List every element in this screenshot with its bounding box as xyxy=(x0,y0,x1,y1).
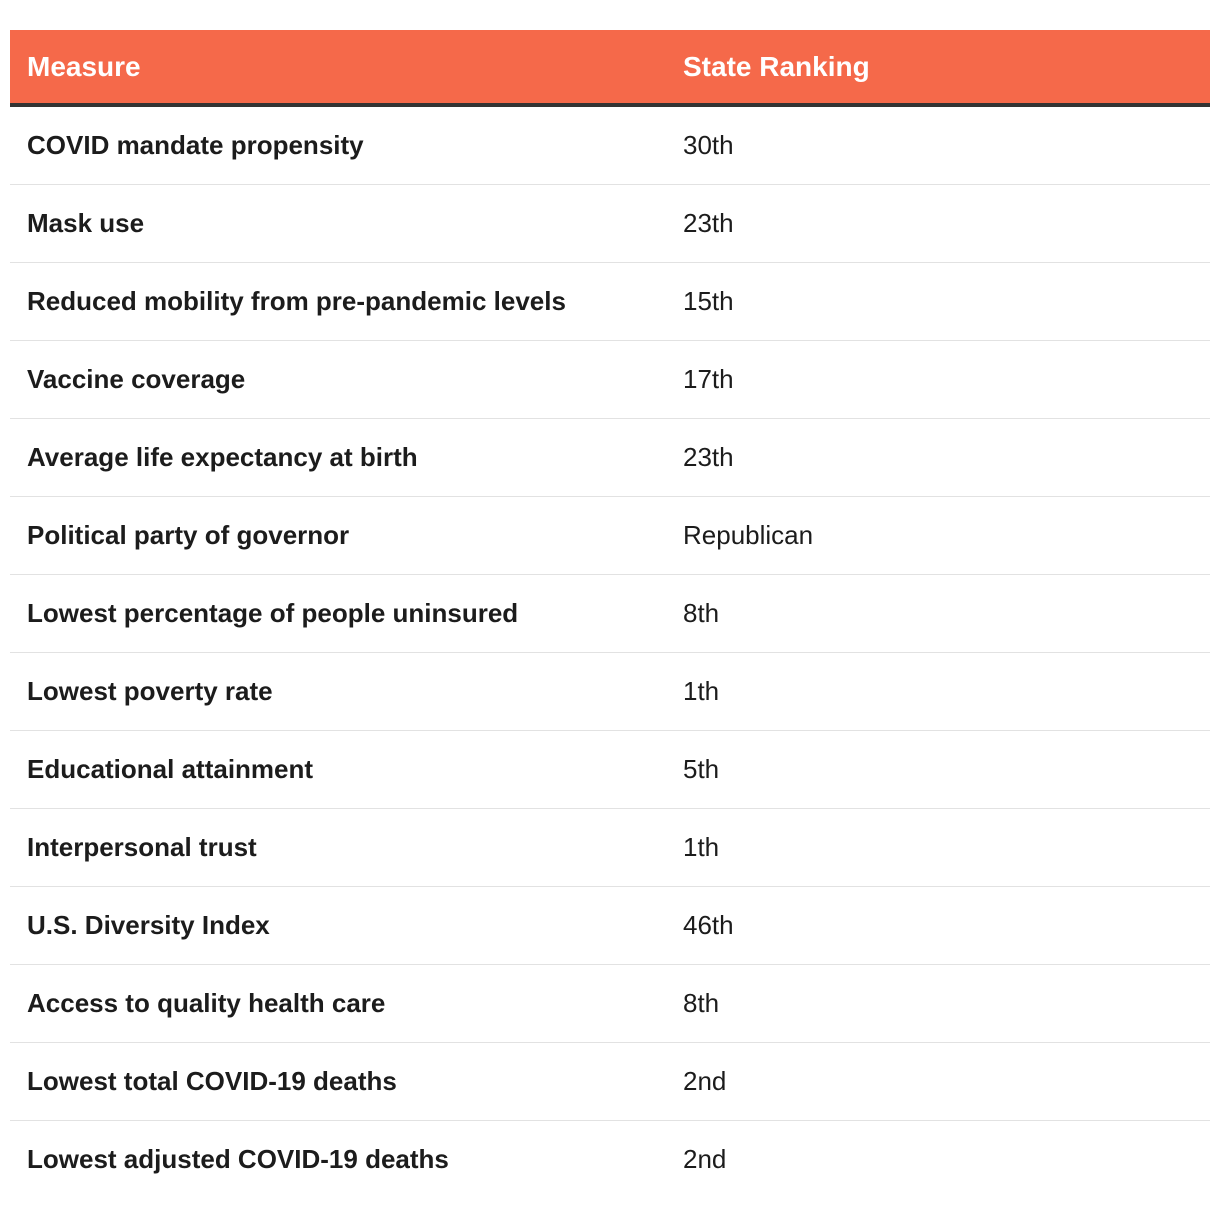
ranking-cell: 1th xyxy=(666,809,1210,887)
ranking-cell: 8th xyxy=(666,575,1210,653)
ranking-table xyxy=(10,30,1210,1198)
ranking-table-container xyxy=(10,30,1210,1198)
table-row xyxy=(10,419,1210,497)
table-row xyxy=(10,731,1210,809)
table-row xyxy=(10,105,1210,185)
column-header-measure: Measure xyxy=(10,30,666,105)
table-row xyxy=(10,965,1210,1043)
measure-cell: Vaccine coverage xyxy=(10,341,666,419)
measure-cell: COVID mandate propensity xyxy=(10,105,666,185)
table-row xyxy=(10,887,1210,965)
ranking-cell: 1th xyxy=(666,653,1210,731)
table-row xyxy=(10,497,1210,575)
ranking-cell: 8th xyxy=(666,965,1210,1043)
table-row xyxy=(10,653,1210,731)
ranking-cell: 23th xyxy=(666,419,1210,497)
ranking-cell: 2nd xyxy=(666,1043,1210,1121)
table-row xyxy=(10,1121,1210,1199)
measure-cell: Mask use xyxy=(10,185,666,263)
ranking-cell: 46th xyxy=(666,887,1210,965)
table-row xyxy=(10,575,1210,653)
table-row xyxy=(10,263,1210,341)
table-row xyxy=(10,341,1210,419)
ranking-cell: 5th xyxy=(666,731,1210,809)
measure-cell: Lowest poverty rate xyxy=(10,653,666,731)
table-row xyxy=(10,1043,1210,1121)
measure-cell: U.S. Diversity Index xyxy=(10,887,666,965)
measure-cell: Political party of governor xyxy=(10,497,666,575)
measure-cell: Average life expectancy at birth xyxy=(10,419,666,497)
ranking-cell: 30th xyxy=(666,105,1210,185)
table-header xyxy=(10,30,1210,105)
measure-cell: Reduced mobility from pre-pandemic levels xyxy=(10,263,666,341)
ranking-cell: Republican xyxy=(666,497,1210,575)
measure-cell: Educational attainment xyxy=(10,731,666,809)
ranking-cell: 17th xyxy=(666,341,1210,419)
header-row xyxy=(10,30,1210,105)
ranking-cell: 2nd xyxy=(683,1144,727,1174)
table-row xyxy=(10,185,1210,263)
ranking-cell: 23th xyxy=(666,185,1210,263)
table-body xyxy=(10,105,1210,1198)
measure-cell: Lowest percentage of people uninsured xyxy=(10,575,666,653)
measure-cell: Interpersonal trust xyxy=(10,809,666,887)
measure-cell: Lowest adjusted COVID-19 deaths xyxy=(27,1144,449,1174)
measure-cell: Lowest total COVID-19 deaths xyxy=(10,1043,666,1121)
table-row xyxy=(10,809,1210,887)
measure-cell: Access to quality health care xyxy=(10,965,666,1043)
ranking-cell: 15th xyxy=(666,263,1210,341)
column-header-state-ranking: State Ranking xyxy=(666,30,1210,105)
